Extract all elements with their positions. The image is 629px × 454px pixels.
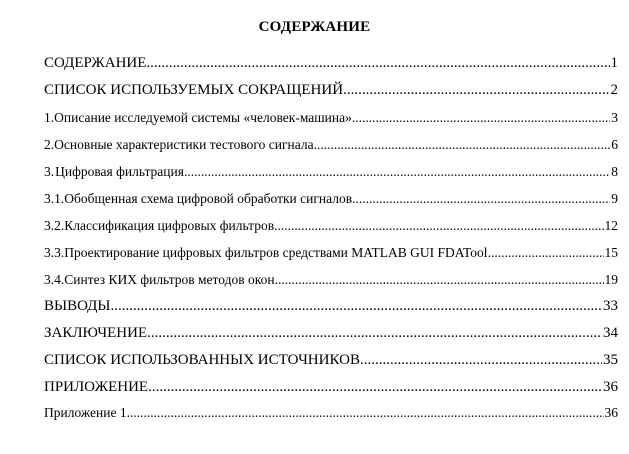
- toc-page-number: 12: [604, 218, 618, 233]
- toc-number: 3.4.: [44, 272, 65, 287]
- toc-leader: [148, 379, 602, 396]
- toc-page-number: 6: [611, 137, 618, 152]
- toc-leader: [127, 405, 604, 421]
- toc-leader: [343, 82, 609, 99]
- toc-entry[interactable]: [44, 164, 618, 180]
- toc-label: Классификация цифровых фильтров: [64, 218, 275, 233]
- toc-entry[interactable]: [44, 137, 618, 153]
- toc-entry[interactable]: [44, 218, 618, 234]
- toc-entry[interactable]: [44, 110, 618, 126]
- toc-page-number: 1: [610, 55, 618, 71]
- toc-leader: [184, 164, 610, 180]
- toc-page-number: 35: [603, 352, 618, 368]
- toc-entry[interactable]: [44, 245, 618, 261]
- page-title: СОДЕРЖАНИЕ: [258, 19, 371, 35]
- toc-entry[interactable]: [44, 191, 618, 207]
- toc-page-number: 34: [603, 325, 618, 341]
- toc-page-number: 2: [610, 82, 618, 98]
- toc-leader: [275, 272, 604, 288]
- toc-leader: [111, 298, 603, 315]
- toc-page-number: 3: [611, 110, 618, 125]
- toc-entry[interactable]: [44, 55, 618, 72]
- toc-leader: [146, 55, 609, 72]
- toc-label: СПИСОК ИСПОЛЬЗОВАННЫХ ИСТОЧНИКОВ: [44, 352, 360, 368]
- toc-label: Синтез КИХ фильтров методов окон: [64, 272, 275, 287]
- toc-entry[interactable]: [44, 379, 618, 396]
- toc-leader: [147, 325, 602, 342]
- toc-entry[interactable]: [44, 325, 618, 342]
- toc-label: Описание исследуемой системы «человек-машина»: [54, 110, 352, 125]
- toc-label: Обобщенная схема цифровой обработки сигналов: [64, 191, 353, 206]
- toc-label: ВЫВОДЫ: [44, 298, 111, 314]
- toc-entry[interactable]: [44, 82, 618, 99]
- toc-leader: [488, 245, 604, 261]
- toc-leader: [352, 191, 610, 207]
- toc-leader: [352, 110, 610, 126]
- toc-entry[interactable]: [44, 298, 618, 315]
- toc-leader: [360, 352, 602, 369]
- toc-number: 3.1.: [44, 191, 65, 206]
- toc-page-number: 15: [604, 245, 618, 260]
- toc-page-number: 33: [603, 298, 618, 314]
- toc-label: Основные характеристики тестового сигнала: [54, 137, 314, 152]
- toc-entry[interactable]: [44, 405, 618, 421]
- toc-page-number: 19: [604, 272, 618, 287]
- toc-label: Проектирование цифровых фильтров средствами MATLAB GUI FDATool: [64, 245, 488, 260]
- toc-leader: [274, 218, 603, 234]
- toc-number: 3.: [44, 164, 55, 179]
- toc-entry[interactable]: [44, 352, 618, 369]
- toc-label: СОДЕРЖАНИЕ: [44, 55, 147, 71]
- toc-entry[interactable]: [44, 272, 618, 288]
- toc-label: Цифровая фильтрация: [55, 164, 184, 179]
- toc-page-number: 36: [603, 379, 618, 395]
- toc-number: 3.3.: [44, 245, 65, 260]
- toc-page-number: 8: [611, 164, 618, 179]
- toc-label: СПИСОК ИСПОЛЬЗУЕМЫХ СОКРАЩЕНИЙ: [44, 82, 344, 98]
- toc-label: ПРИЛОЖЕНИЕ: [44, 379, 149, 395]
- toc-page-number: 36: [604, 405, 618, 420]
- toc-label: Приложение 1: [44, 405, 127, 420]
- toc-label: ЗАКЛЮЧЕНИЕ: [44, 325, 148, 341]
- toc-number: 3.2.: [44, 218, 65, 233]
- toc-page-number: 9: [611, 191, 618, 206]
- toc-number: 2.: [44, 137, 55, 152]
- toc-number: 1.: [44, 110, 55, 125]
- toc-leader: [314, 137, 611, 153]
